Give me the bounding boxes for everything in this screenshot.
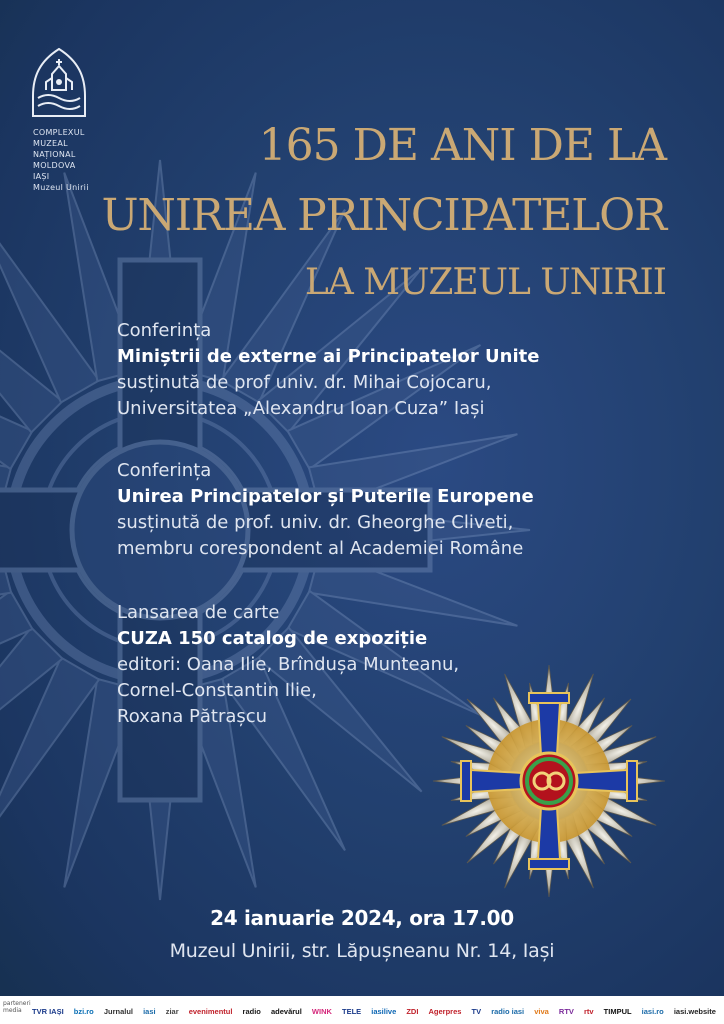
museum-logo [28, 46, 88, 120]
event-detail: susținută de prof. univ. dr. Gheorghe Cliveti, [117, 512, 514, 533]
partner-logo: bzi.ro [73, 1006, 94, 1016]
partner-logo: viva [534, 1006, 549, 1016]
title-line-3: LA MUZEUL UNIRII [304, 262, 666, 303]
partners-label: parteneri media [3, 1000, 31, 1014]
partner-logo: radio iasi [491, 1006, 525, 1016]
event-detail: Roxana Pătrașcu [117, 706, 268, 727]
order-star-medal-image [430, 662, 668, 900]
event-conference-2 [117, 458, 534, 562]
event-detail: susținută de prof univ. dr. Mihai Cojocaru, [117, 372, 492, 393]
event-detail: membru corespondent al Academiei Române [117, 538, 524, 559]
partner-logo: radio [242, 1006, 261, 1016]
partner-logo: TV [471, 1006, 482, 1016]
museum-name-line: MUZEAL [33, 139, 68, 148]
event-title: CUZA 150 catalog de expoziție [117, 628, 428, 649]
partner-logo: WINK [311, 1006, 332, 1016]
event-label: Conferința [117, 320, 212, 341]
museum-name-line: MOLDOVA [33, 161, 76, 170]
event-detail: Universitatea „Alexandru Ioan Cuza” Iași [117, 398, 485, 419]
partner-logo: iasilive [371, 1006, 397, 1016]
partner-logo: ziar [165, 1006, 179, 1016]
partner-logo: evenimentul [188, 1006, 233, 1016]
event-detail: Cornel-Constantin Ilie, [117, 680, 317, 701]
partner-logo: iasi.website [673, 1006, 716, 1016]
media-partners-strip [0, 996, 724, 1024]
event-label: Conferința [117, 460, 212, 481]
event-conference-1 [117, 318, 539, 422]
partner-logo: ZDI [406, 1006, 419, 1016]
event-title: Unirea Principatelor și Puterile Europene [117, 486, 534, 507]
partner-logo-row [30, 1003, 718, 1019]
museum-name-line: NAȚIONAL [33, 150, 76, 159]
partner-logo: iasi.ro [641, 1006, 664, 1016]
partner-logo: TIMPUL [603, 1006, 632, 1016]
title-line-1: 165 DE ANI DE LA [258, 120, 666, 171]
partner-logo: rtv [583, 1006, 594, 1016]
event-date: 24 ianuarie 2024, ora 17.00 [210, 906, 514, 930]
event-label: Lansarea de carte [117, 602, 280, 623]
partner-logo: TELE [341, 1006, 362, 1016]
event-title: Miniștrii de externe ai Principatelor Unite [117, 346, 540, 367]
event-venue: Muzeul Unirii, str. Lăpușneanu Nr. 14, Iași [169, 940, 555, 962]
museum-name-line: Muzeul Unirii [33, 183, 89, 192]
museum-church-icon [28, 46, 90, 120]
partner-logo: adevărul [270, 1006, 302, 1016]
event-detail: editori: Oana Ilie, Brîndușa Munteanu, [117, 654, 460, 675]
event-book-launch [117, 600, 459, 730]
museum-name-line: COMPLEXUL [33, 128, 85, 137]
title-line-2: UNIREA PRINCIPATELOR [101, 190, 666, 241]
partner-logo: Agerpres [428, 1006, 462, 1016]
museum-name-line: IAȘI [33, 172, 50, 181]
museum-name [33, 127, 89, 193]
partner-logo: RTV [558, 1006, 574, 1016]
partner-logo: iasi [143, 1006, 156, 1016]
partner-logo: TVR IAȘI [32, 1006, 64, 1016]
partner-logo: Jurnalul [103, 1006, 134, 1016]
